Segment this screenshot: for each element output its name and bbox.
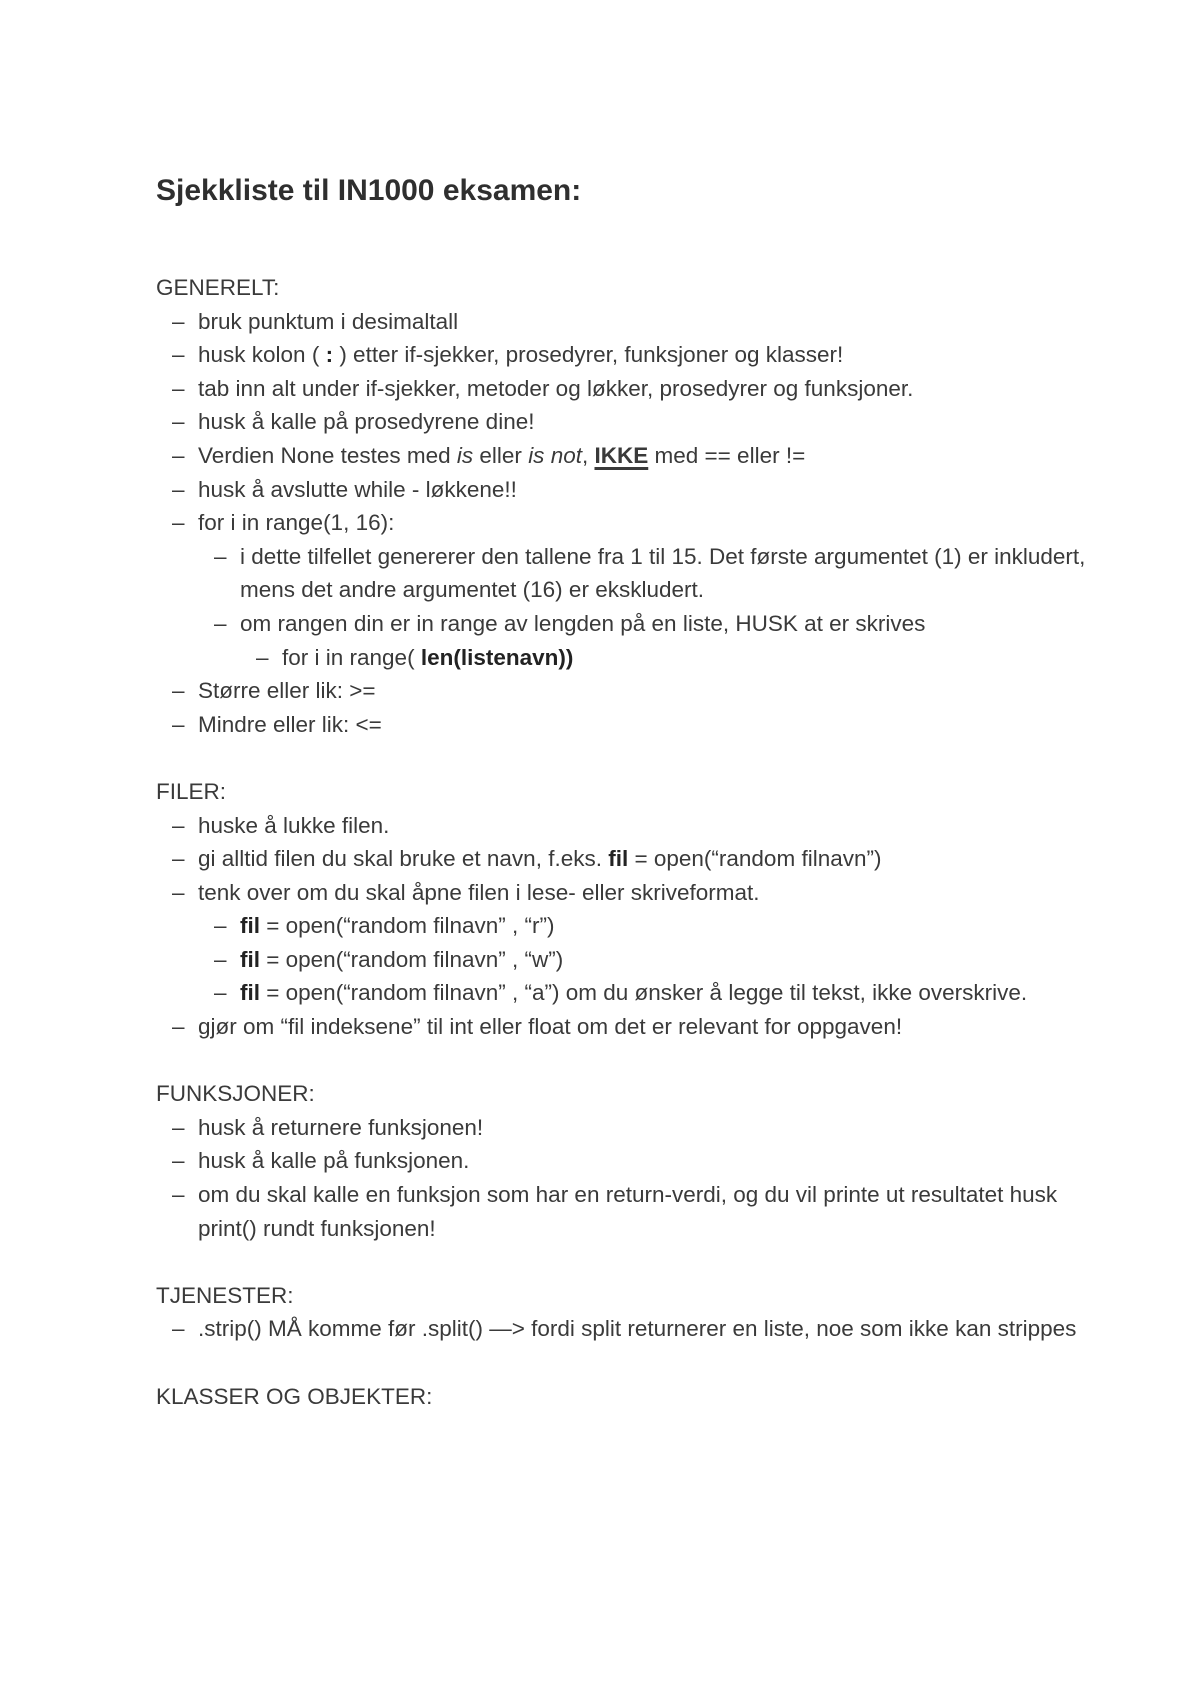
nested-list (198, 540, 1096, 674)
dash-bullet: – (172, 476, 185, 502)
item-text: .strip() MÅ komme før .split() —> fordi split returnerer en liste, noe som ikke kan strippes (198, 1316, 1077, 1342)
code-bold: fil (240, 980, 260, 1006)
dash-bullet: – (172, 1316, 185, 1342)
list-item (156, 1178, 1096, 1245)
dash-bullet: – (172, 409, 185, 435)
dash-bullet: – (172, 1114, 185, 1140)
dash-bullet: – (172, 1182, 185, 1208)
list-item (198, 909, 1096, 943)
item-text: = open(“random filnavn” , “w”) (260, 946, 564, 972)
code-bold: fil (608, 846, 629, 872)
dash-bullet: – (214, 913, 227, 939)
code-bold: len(listenavn)) (420, 644, 574, 670)
dash-bullet: – (172, 879, 185, 905)
item-text: om rangen din er in range av lengden på en liste, HUSK at er skrives (240, 610, 926, 636)
section-heading: TJENESTER: (156, 1282, 294, 1308)
nested-list (198, 909, 1096, 1010)
item-text: i dette tilfellet genererer den tallene fra 1 til 15. Det første argumentet (1) er inkludert, mens det andre argumentet (16) er ekskludert. (240, 543, 1086, 603)
item-text: husk kolon ( (198, 342, 326, 368)
item-text: husk å avslutte while - løkkene!! (198, 476, 517, 502)
item-text: Verdien None testes med (198, 442, 457, 468)
list-item (198, 976, 1096, 1010)
dash-bullet: – (172, 812, 185, 838)
dash-bullet: – (256, 644, 269, 670)
list-item (156, 842, 1096, 876)
dash-bullet: – (172, 1014, 185, 1040)
list-item (198, 540, 1096, 607)
item-text: bruk punktum i desimaltall (198, 308, 459, 334)
list-item (156, 405, 1096, 439)
item-text: husk å kalle på funksjonen. (198, 1148, 470, 1174)
dash-bullet: – (172, 342, 185, 368)
section-filer (156, 775, 1096, 1044)
item-text: gi alltid filen du skal bruke et navn, f.eks. (198, 846, 609, 872)
dash-bullet: – (172, 678, 185, 704)
section-heading: FILER: (156, 778, 227, 804)
italic-is-not: is not (528, 442, 582, 468)
list-item (240, 641, 1096, 675)
page-title: Sjekkliste til IN1000 eksamen: (156, 174, 582, 207)
dash-bullet: – (214, 543, 227, 569)
item-text: ) etter if-sjekker, prosedyrer, funksjoner og klasser! (333, 342, 844, 368)
section-generelt (156, 271, 1096, 741)
item-text: gjør om “fil indeksene” til int eller float om det er relevant for oppgaven! (198, 1014, 903, 1040)
item-text: Mindre eller lik: <= (198, 711, 382, 737)
list-item (156, 1010, 1096, 1044)
code-bold: fil (240, 913, 260, 939)
item-text: = open(“random filnavn” , “r”) (260, 913, 555, 939)
section-heading: KLASSER OG OBJEKTER: (156, 1383, 433, 1409)
item-text: eller (473, 442, 529, 468)
list-item (156, 439, 1096, 473)
list-item (198, 607, 1096, 674)
checklist-content (156, 271, 1096, 1413)
item-text: = open(“random filnavn” , “a”) om du ønsker å legge til tekst, ikke overskrive. (260, 980, 1028, 1006)
list-item (156, 674, 1096, 708)
emphasis-ikke: IKKE (594, 442, 649, 468)
item-text: Større eller lik: >= (198, 678, 376, 704)
dash-bullet: – (172, 1148, 185, 1174)
list-item (156, 305, 1096, 339)
list-item (156, 473, 1096, 507)
colon-symbol: : (325, 342, 334, 368)
item-text: tenk over om du skal åpne filen i lese- eller skriveformat. (198, 879, 760, 905)
list-item (198, 943, 1096, 977)
dash-bullet: – (172, 442, 185, 468)
section-tjenester (156, 1279, 1096, 1346)
list-item (156, 1111, 1096, 1145)
nested-list (240, 641, 1096, 675)
italic-is: is (456, 442, 474, 468)
item-text: tab inn alt under if-sjekker, metoder og løkker, prosedyrer og funksjoner. (198, 375, 914, 401)
dash-bullet: – (214, 980, 227, 1006)
dash-bullet: – (172, 308, 185, 334)
section-klasser (156, 1380, 1096, 1414)
bullet-list (156, 809, 1096, 1044)
list-item (156, 506, 1096, 674)
bullet-list (156, 1312, 1096, 1346)
item-text: = open(“random filnavn”) (628, 846, 882, 872)
code-bold: fil (240, 946, 260, 972)
list-item (156, 1312, 1096, 1346)
item-text: for i in range( (282, 644, 421, 670)
bullet-list (156, 1111, 1096, 1245)
section-funksjoner (156, 1077, 1096, 1245)
item-text: , (581, 442, 595, 468)
item-text: husk å kalle på prosedyrene dine! (198, 409, 535, 435)
dash-bullet: – (214, 946, 227, 972)
list-item (156, 1144, 1096, 1178)
item-text: huske å lukke filen. (198, 812, 390, 838)
dash-bullet: – (172, 711, 185, 737)
dash-bullet: – (214, 610, 227, 636)
list-item (156, 708, 1096, 742)
dash-bullet: – (172, 375, 185, 401)
item-text: med == eller != (648, 442, 806, 468)
list-item (156, 372, 1096, 406)
item-text: husk å returnere funksjonen! (198, 1114, 484, 1140)
list-item (156, 809, 1096, 843)
list-item (156, 338, 1096, 372)
section-heading: GENERELT: (156, 275, 280, 300)
dash-bullet: – (172, 510, 185, 536)
item-text: om du skal kalle en funksjon som har en return-verdi, og du vil printe ut resultatet husk print() rundt funksjonen! (198, 1182, 1058, 1241)
list-item (156, 876, 1096, 1010)
section-heading: FUNKSJONER: (156, 1081, 315, 1107)
bullet-list (156, 305, 1096, 742)
dash-bullet: – (172, 846, 185, 872)
item-text: for i in range(1, 16): (198, 510, 395, 536)
